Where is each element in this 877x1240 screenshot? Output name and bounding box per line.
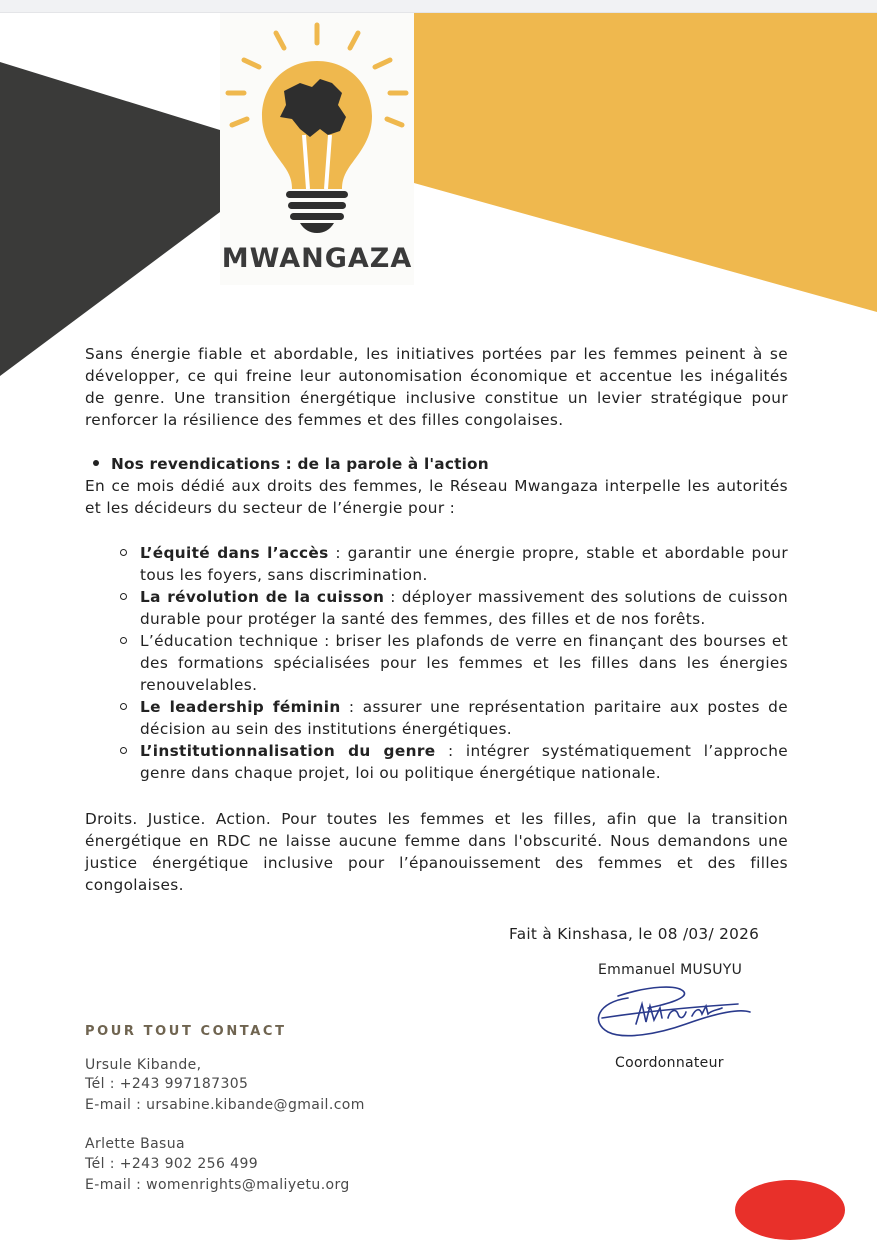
demand-item <box>116 696 788 740</box>
demand-item <box>116 586 788 630</box>
bullet-circle <box>120 703 127 710</box>
demand-title: L’équité dans l’accès <box>140 544 329 562</box>
contact-name: Ursule Kibande, <box>85 1057 202 1073</box>
contact-name: Arlette Basua <box>85 1136 186 1152</box>
demand-item <box>116 542 788 586</box>
demand-title: La révolution de la cuisson <box>140 588 385 606</box>
demand-text: : garantir une énergie propre, stable et abordable pour tous les foyers, sans discrimination. <box>140 544 788 584</box>
demand-text: : déployer massivement des solutions de cuisson durable pour protéger la santé des femmes, des filles et de nos forêts. <box>140 588 788 628</box>
contact-email[interactable]: E-mail : ursabine.kibande@gmail.com <box>85 1097 365 1113</box>
banner-charcoal-shape <box>0 62 220 376</box>
section-intro: En ce mois dédié aux droits des femmes, le Réseau Mwangaza interpelle les autorités et les décideurs du secteur de l’énergie pour : <box>85 477 788 517</box>
place-date: Fait à Kinshasa, le 08 /03/ 2026 <box>509 925 760 943</box>
bullet-circle <box>120 549 127 556</box>
top-bar <box>0 0 877 13</box>
bullet-dot <box>93 460 99 466</box>
contact-phone: Tél : +243 997187305 <box>85 1076 249 1092</box>
contact-heading: POUR TOUT CONTACT <box>85 1024 287 1039</box>
signature-image <box>588 978 758 1044</box>
signatory-role: Coordonnateur <box>615 1055 724 1071</box>
demand-item <box>116 740 788 784</box>
bullet-circle <box>120 747 127 754</box>
demand-text: L’éducation technique : briser les plafonds de verre en finançant des bourses et des formations spécialisées pour les femmes et les filles dans les énergies renouvelables. <box>140 632 788 694</box>
logo <box>220 13 414 285</box>
lightbulb-icon <box>220 13 414 243</box>
demand-text: : assurer une représentation paritaire aux postes de décision au sein des institutions énergétiques. <box>140 698 788 738</box>
demand-item <box>116 630 788 696</box>
bullet-circle <box>120 637 127 644</box>
header-banner <box>0 13 877 393</box>
section-heading <box>93 455 489 473</box>
contact-phone: Tél : +243 902 256 499 <box>85 1156 259 1172</box>
logo-text: MWANGAZA <box>221 243 413 274</box>
demands-list <box>116 542 788 784</box>
contact-email[interactable]: E-mail : womenrights@maliyetu.org <box>85 1177 350 1193</box>
signatory-name: Emmanuel MUSUYU <box>598 962 743 978</box>
bullet-circle <box>120 593 127 600</box>
demand-text: : intégrer systématiquement l’approche genre dans chaque projet, loi ou politique énergétique nationale. <box>140 742 788 782</box>
red-corner-shape <box>735 1180 845 1240</box>
closing-paragraph: Droits. Justice. Action. Pour toutes les femmes et les filles, afin que la transition énergétique en RDC ne laisse aucune femme dans l'obscurité. Nous demandons une justice énergétique inclusive pour l’épanouissement des femmes et des filles congolaises. <box>85 810 788 894</box>
intro-paragraph: Sans énergie fiable et abordable, les initiatives portées par les femmes peinent à se développer, ce qui freine leur autonomisation économique et accentue les inégalités de genre. Une transition énergétique inclusive constitue un levier stratégique pour renforcer la résilience des femmes et des filles congolaises. <box>85 345 788 429</box>
demand-title: Le leadership féminin <box>140 698 341 716</box>
section-heading-text: Nos revendications : de la parole à l'action <box>111 455 489 473</box>
demand-title: L’institutionnalisation du genre <box>140 742 436 760</box>
